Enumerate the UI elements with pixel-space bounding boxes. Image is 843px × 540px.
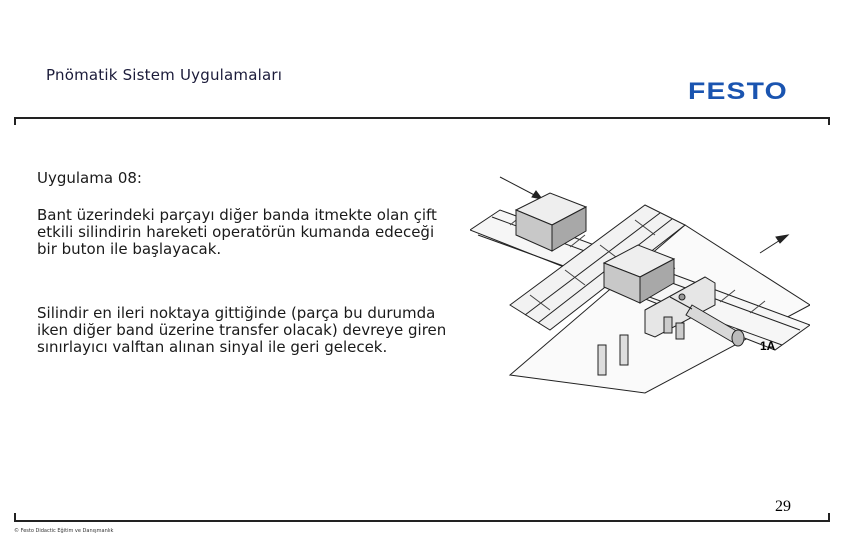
footer-divider	[14, 520, 830, 522]
header-divider-tick-right	[828, 117, 830, 125]
page-number: 29	[775, 498, 791, 515]
exercise-description-1: Bant üzerindeki parçayı diğer banda itmekte olan çift etkili silindirin hareketi operatörün kumanda edeceği bir buton ile başlayacak.	[37, 206, 437, 258]
festo-logo: FESTO	[688, 78, 788, 105]
header-divider	[14, 117, 830, 119]
exercise-description-2: Silindir en ileri noktaya gittiğinde (parça bu durumda iken diğer band üzerine transfer olacak) devreye giren sınırlayıcı valftan alınan sinyal ile geri gelecek.	[37, 304, 447, 356]
page-title: Pnömatik Sistem Uygulamaları	[46, 66, 283, 84]
header-divider-tick-left	[14, 117, 16, 125]
cylinder-label: 1A	[760, 339, 776, 353]
footer-copyright: © Festo Didactic Eğitim ve Danışmanlık	[14, 528, 114, 534]
conveyor-transfer-diagram	[470, 165, 810, 395]
exercise-heading: Uygulama 08:	[37, 169, 142, 187]
